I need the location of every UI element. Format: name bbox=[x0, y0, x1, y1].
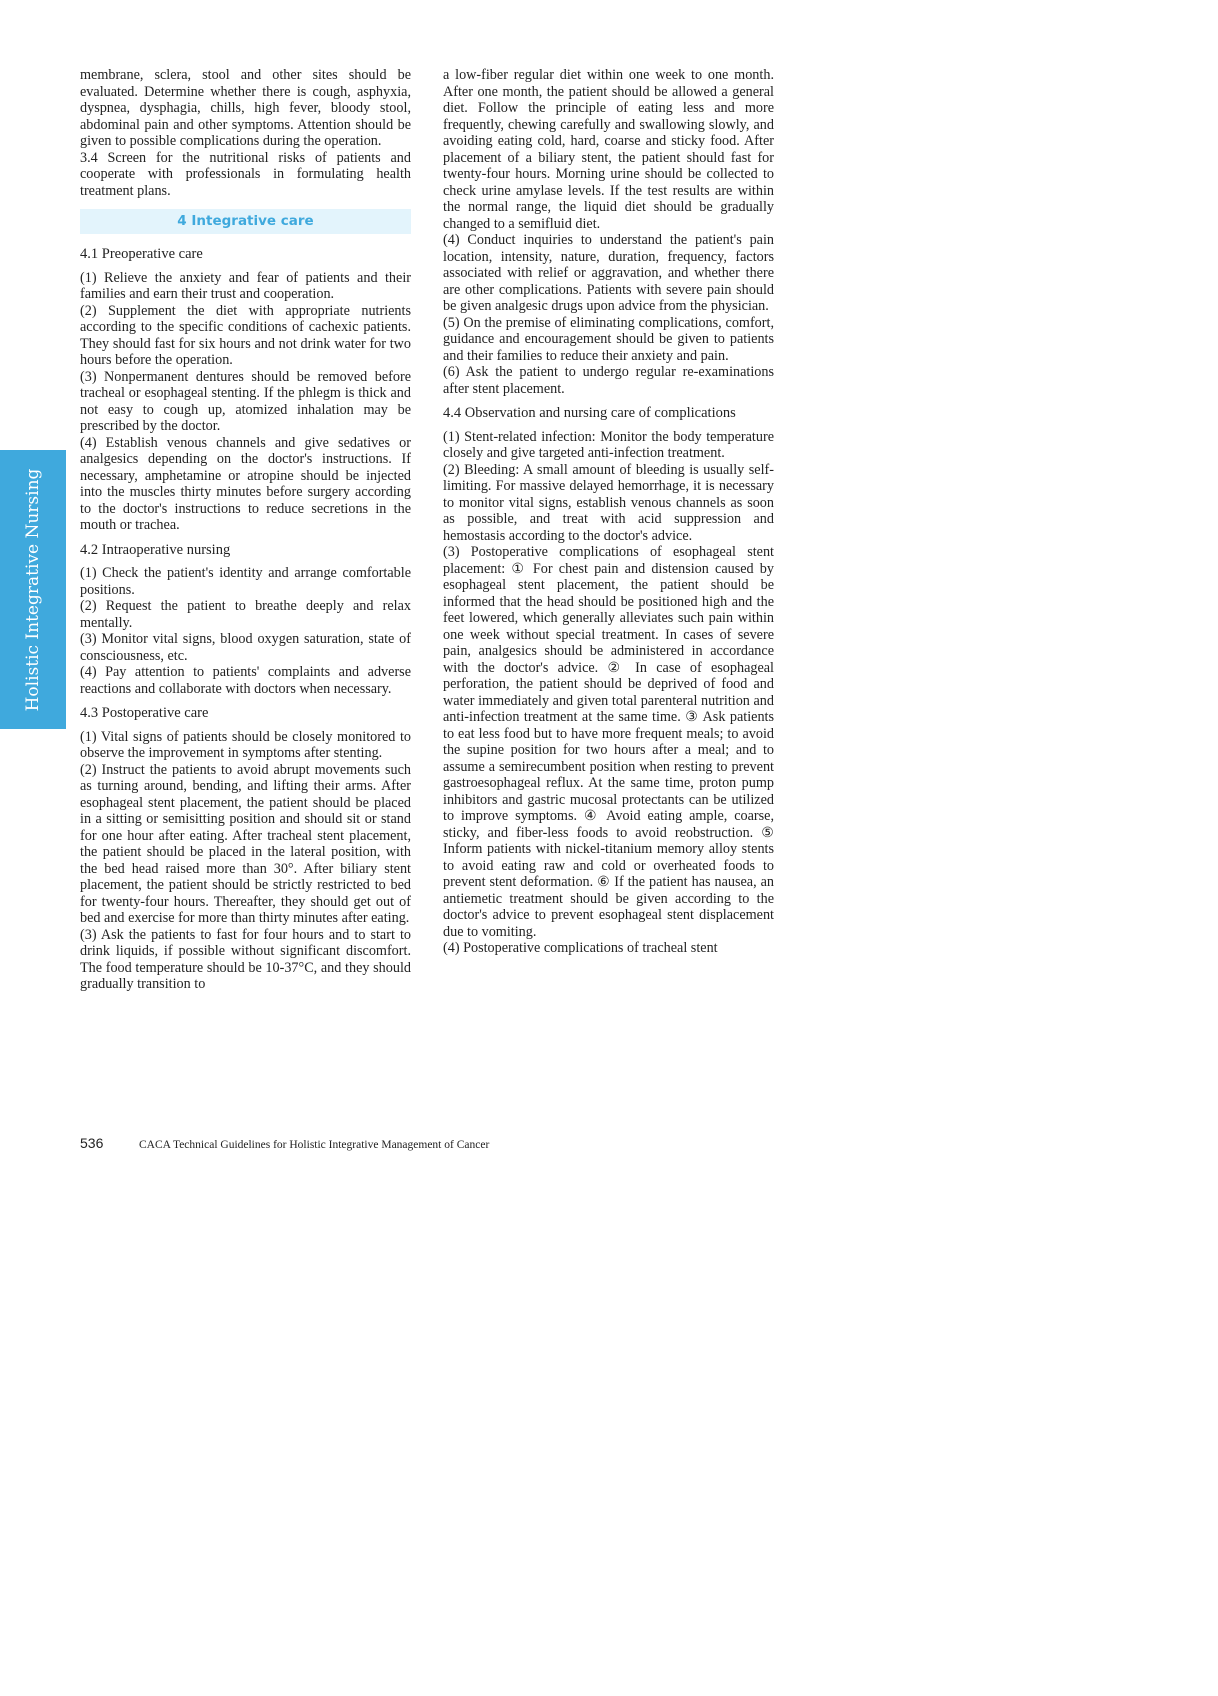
paragraph: a low-fiber regular diet within one week to one month. After one month, the patient should be allowed a general diet. Follow the principle of eating less and more frequently, chewing carefully and swallowing slowly, and avoiding eating cold, hard, coarse and sticky food. After placement of a biliary stent, the patient should fast for twenty-four hours. Morning urine should be collected to check urine amylase levels. If the test results are within the normal range, the liquid diet should be gradually changed to a semifluid diet. bbox=[443, 67, 774, 232]
subsection-heading: 4.3 Postoperative care bbox=[80, 705, 209, 721]
paragraph: (4) Pay attention to patients' complaints and adverse reactions and collaborate with doctors when necessary. bbox=[80, 664, 411, 697]
section-heading: 4 Integrative care bbox=[80, 209, 411, 234]
paragraph: (1) Check the patient's identity and arrange comfortable positions. bbox=[80, 565, 411, 598]
page-footer bbox=[80, 1135, 489, 1153]
paragraph: (2) Instruct the patients to avoid abrupt movements such as turning around, bending, and lifting their arms. After esophageal stent placement, the patient should be placed in a sitting or semisitting position and should sit or stand for one hour after eating. After tracheal stent placement, the patient should be placed in the lateral position, with the bed head raised more than 30°. After biliary stent placement, the patient should be strictly restricted to bed for twenty-four hours. Thereafter, they should get out of bed and exercise for more than thirty minutes after eating. bbox=[80, 761, 411, 926]
side-tab-label: Holistic Integrative Nursing bbox=[23, 468, 43, 711]
paragraph: (1) Vital signs of patients should be closely monitored to observe the improvement in symptoms after stenting. bbox=[80, 728, 411, 761]
subsection-heading: 4.2 Intraoperative nursing bbox=[80, 541, 231, 558]
right-column bbox=[443, 67, 774, 957]
paragraph: (1) Stent-related infection: Monitor the body temperature closely and give targeted anti-infection treatment. bbox=[443, 428, 774, 461]
running-title: CACA Technical Guidelines for Holistic Integrative Management of Cancer bbox=[139, 1139, 490, 1151]
paragraph: (4) Postoperative complications of tracheal stent bbox=[443, 940, 718, 956]
side-tab bbox=[0, 450, 66, 729]
paragraph: (1) Relieve the anxiety and fear of patients and their families and earn their trust and cooperation. bbox=[80, 269, 411, 302]
paragraph: (4) Establish venous channels and give sedatives or analgesics depending on the doctor's instructions. If necessary, amphetamine or atropine should be injected into the muscles thirty minutes before surgery according to the doctor's instructions to reduce secretions in the mouth or trachea. bbox=[80, 434, 411, 533]
left-column bbox=[80, 67, 411, 993]
paragraph: (3) Monitor vital signs, blood oxygen saturation, state of consciousness, etc. bbox=[80, 631, 411, 664]
page-number: 536 bbox=[80, 1135, 104, 1151]
paragraph: (2) Bleeding: A small amount of bleeding is usually self-limiting. For massive delayed hemorrhage, it is necessary to monitor vital signs, establish venous channels as soon as possible, and treat with acid suppression and hemostasis according to the doctor's advice. bbox=[443, 461, 774, 544]
paragraph: (5) On the premise of eliminating complications, comfort, guidance and encouragement should be given to patients and their families to reduce their anxiety and pain. bbox=[443, 314, 774, 364]
paragraph: (6) Ask the patient to undergo regular re-examinations after stent placement. bbox=[443, 364, 774, 397]
paragraph: 3.4 Screen for the nutritional risks of patients and cooperate with professionals in formulating health treatment plans. bbox=[80, 149, 411, 199]
paragraph: (2) Supplement the diet with appropriate nutrients according to the specific conditions of cachexic patients. They should fast for six hours and not drink water for two hours before the operation. bbox=[80, 302, 411, 368]
paragraph: (2) Request the patient to breathe deeply and relax mentally. bbox=[80, 598, 411, 631]
paragraph: (3) Nonpermanent dentures should be removed before tracheal or esophageal stenting. If the phlegm is thick and not easy to cough up, atomized inhalation may be prescribed by the doctor. bbox=[80, 368, 411, 434]
paragraph: membrane, sclera, stool and other sites should be evaluated. Determine whether there is cough, asphyxia, dyspnea, dysphagia, chills, high fever, bloody stool, abdominal pain and other symptoms. Attention should be given to possible complications during the operation. bbox=[80, 67, 411, 149]
subsection-heading: 4.1 Preoperative care bbox=[80, 246, 203, 262]
paragraph: (3) Postoperative complications of esophageal stent placement: ① For chest pain and distension caused by esophageal stent placement, the patient should be informed that the head should be positioned high and the feet lowered, which generally alleviates such pain within one week without special treatment. In cases of severe pain, analgesics should be administered in accordance with the doctor's advice. ② In case of esophageal perforation, the patient should be deprived of food and water immediately and given total parenteral nutrition and anti-infection treatment at the same time. ③ Ask patients to eat less food but to have more frequent meals; to avoid the supine position for two hours after a meal; and to assume a semirecumbent position when resting to prevent gastroesophageal reflux. At the same time, proton pump inhibitors and gastric mucosal protectants can be utilized to improve symptoms. ④ Avoid eating ample, coarse, sticky, and fiber-less foods to avoid reobstruction. ⑤ Inform patients with nickel-titanium memory alloy stents to avoid eating raw and cold or overheated foods to prevent stent deformation. ⑥ If the patient has nausea, an antiemetic treatment should be given according to the doctor's advice to prevent esophageal stent displacement due to vomiting. bbox=[443, 544, 774, 940]
subsection-heading: 4.4 Observation and nursing care of complications bbox=[443, 405, 736, 421]
paragraph: (3) Ask the patients to fast for four hours and to start to drink liquids, if possible without significant discomfort. The food temperature should be 10-37°C, and they should gradually transition to bbox=[80, 926, 411, 992]
paragraph: (4) Conduct inquiries to understand the patient's pain location, intensity, nature, duration, frequency, factors associated with relief or aggravation, and whether there are other complications. Patients with severe pain should be given analgesic drugs upon advice from the physician. bbox=[443, 232, 774, 314]
